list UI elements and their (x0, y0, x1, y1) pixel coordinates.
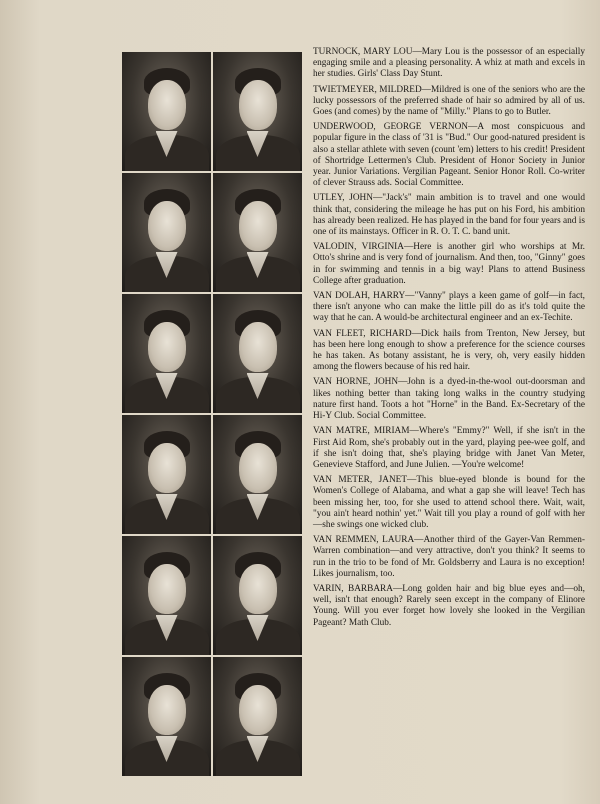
portrait-photo (213, 173, 302, 292)
portrait-photo (122, 536, 211, 655)
portrait-photo (213, 294, 302, 413)
bio-entry: TURNOCK, MARY LOU—Mary Lou is the possessor of an especially engaging smile and a pleasing personality. A whiz at math and excels in her studies. Girls' Class Day Stunt. (313, 47, 585, 80)
portrait-photo (213, 657, 302, 776)
bio-entry: VAN METER, JANET—This blue-eyed blonde is bound for the Women's College of Alabama, and what a gap she will leave! Tech has been missing her, too, for she used to attend school there. Wait, wait, "you ain't heard nothin' yet." Wait till you play a round of golf with her—she swings one wicked club. (313, 475, 585, 530)
portrait-photo (122, 52, 211, 171)
bio-entry: UNDERWOOD, GEORGE VERNON—A most conspicuous and popular figure in the class of '31 is "Bud." Our good-natured president is also a stellar athlete with seven (count 'em) letters to his credit! President of Shortridge Lettermen's Club. President of Honor Society in Junior year. Junior Variations. Vergilian Pageant. Senior Honor Roll. Co-writer of clever Strauss ads. Social Committee. (313, 122, 585, 189)
portrait-photo (122, 173, 211, 292)
bio-entry: VALODIN, VIRGINIA—Here is another girl who worships at Mr. Otto's shrine and is very fond of journalism. And then, too, "Ginny" goes in for swimming and tennis in a big way! Plans to attend Business College after graduation. (313, 242, 585, 286)
bio-entry: UTLEY, JOHN—"Jack's" main ambition is to travel and one would think that, considering the mileage he has put on his Ford, his ambition has already been realized. He has played in the band for four years and is one of its mainstays. Officer in R. O. T. C. band unit. (313, 193, 585, 238)
portrait-photo (122, 294, 211, 413)
bio-entry: TWIETMEYER, MILDRED—Mildred is one of the seniors who are the lucky possessors of the preferred shade of hair so admired by all of us. Goes (and comes) by the name of "Milly." Plans to go to Butler. (313, 84, 585, 118)
portrait-photo (213, 536, 302, 655)
bio-entry: VAN FLEET, RICHARD—Dick hails from Trenton, New Jersey, but has been here long enough to show a preference for the science courses he has taken. As botany assistant, he is very, oh, very easily hidden among the flowers because of his red hair. (313, 328, 585, 373)
bio-entry: VAN REMMEN, LAURA—Another third of the Gayer-Van Remmen-Warren combination—and very attractive, don't you think? It seems to run in the trio to be fond of Mr. Goldsberry and Laura is no exception! Likes journalism, too. (313, 535, 585, 579)
bio-entry: VARIN, BARBARA—Long golden hair and big blue eyes and—oh, well, isn't that enough? Rarely seen except in the company of Elinore Young. Will you ever forget how lovely she looked in the Vergilian Pageant? Math Club. (313, 583, 585, 628)
portrait-photo (213, 415, 302, 534)
bio-entry: VAN HORNE, JOHN—John is a dyed-in-the-wool out-doorsman and likes nothing better than taking long walks in the country studying nature first hand. Toots a hot "Horne" in the Band. Ex-Secretary of the Hi-Y Club. Social Committee. (313, 377, 585, 422)
portrait-photo (213, 52, 302, 171)
bio-entry: VAN DOLAH, HARRY—"Vanny" plays a keen game of golf—in fact, there isn't anyone who can make the little pill do as it's told quite the way that he can. A would-be architectural engineer and an ex-Techite. (313, 291, 585, 324)
portrait-photo (122, 415, 211, 534)
portrait-photo (122, 657, 211, 776)
senior-biographies (313, 47, 585, 633)
bio-entry: VAN MATRE, MIRIAM—Where's "Emmy?" Well, if she isn't in the First Aid Rom, she's probably out in the yard, playing pee-wee golf, and if she isn't doing that, she's playing bridge with Janet Van Meter, Genevieve Stafford, and June Julien. —You're welcome! (313, 426, 585, 470)
